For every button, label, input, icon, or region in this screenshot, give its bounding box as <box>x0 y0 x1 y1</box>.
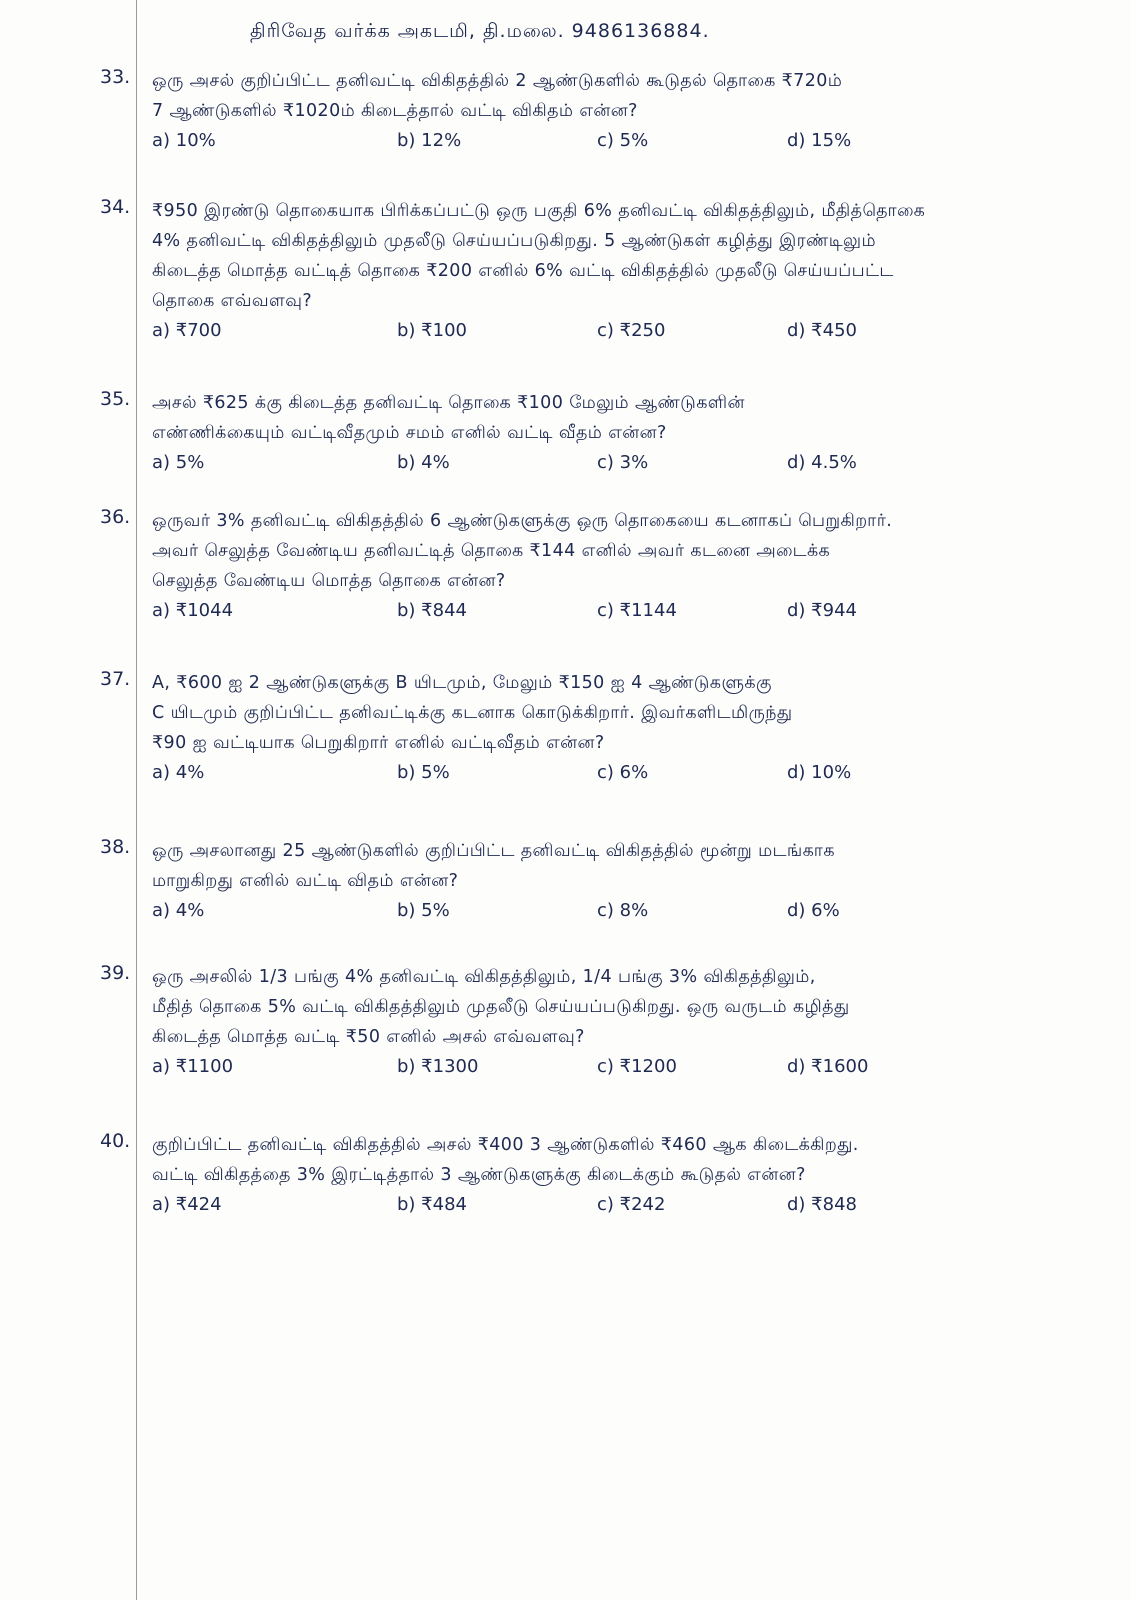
question-text-line: ஒரு அசலானது 25 ஆண்டுகளில் குறிப்பிட்ட தனிவட்டி விகிதத்தில் மூன்று மடங்காக <box>152 841 835 861</box>
option-c: c) ₹1200 <box>597 1056 677 1077</box>
option-c: c) 5% <box>597 130 649 151</box>
question-text-line: செலுத்த வேண்டிய மொத்த தொகை என்ன? <box>152 571 506 591</box>
question-body <box>152 668 1107 794</box>
option-d: d) ₹944 <box>787 600 857 621</box>
question-number: 33. <box>100 66 131 88</box>
question-text-line: A, ₹600 ஐ 2 ஆண்டுகளுக்கு B யிடமும், மேலும் ₹150 ஐ 4 ஆண்டுகளுக்கு <box>152 673 772 693</box>
option-b: b) 12% <box>397 130 462 151</box>
option-a: a) 4% <box>152 900 205 921</box>
question-text-line: ஒரு அசல் குறிப்பிட்ட தனிவட்டி விகிதத்தில் 2 ஆண்டுகளில் கூடுதல் தொகை ₹720ம் <box>152 71 843 91</box>
question-body <box>152 962 1107 1088</box>
question-text-line: குறிப்பிட்ட தனிவட்டி விகிதத்தில் அசல் ₹400 3 ஆண்டுகளில் ₹460 ஆக கிடைக்கிறது. <box>152 1135 859 1155</box>
option-c: c) ₹1144 <box>597 600 677 621</box>
option-b: b) ₹1300 <box>397 1056 479 1077</box>
option-a: a) ₹1100 <box>152 1056 234 1077</box>
option-a: a) ₹1044 <box>152 600 234 621</box>
option-d: d) ₹1600 <box>787 1056 869 1077</box>
question-text-line: ₹950 இரண்டு தொகையாக பிரிக்கப்பட்டு ஒரு பகுதி 6% தனிவட்டி விகிதத்திலும், மீதித்தொகை <box>152 201 926 221</box>
answer-options <box>152 320 1107 352</box>
margin-line <box>136 0 137 1600</box>
question-text-line: மீதித் தொகை 5% வட்டி விகிதத்திலும் முதலீடு செய்யப்படுகிறது. ஒரு வருடம் கழித்து <box>152 997 850 1017</box>
answer-options <box>152 452 1107 484</box>
question-body <box>152 66 1107 162</box>
question-text-line: 4% தனிவட்டி விகிதத்திலும் முதலீடு செய்யப்படுகிறது. 5 ஆண்டுகள் கழித்து இரண்டிலும் <box>152 231 876 251</box>
question-body <box>152 196 1107 352</box>
option-b: b) ₹844 <box>397 600 467 621</box>
question-number: 37. <box>100 668 131 690</box>
option-a: a) 5% <box>152 452 205 473</box>
option-c: c) ₹250 <box>597 320 666 341</box>
question-text-line: கிடைத்த மொத்த வட்டி ₹50 எனில் அசல் எவ்வளவு? <box>152 1027 585 1047</box>
answer-options <box>152 1194 1107 1226</box>
option-c: c) 3% <box>597 452 649 473</box>
option-d: d) 15% <box>787 130 852 151</box>
answer-options <box>152 762 1107 794</box>
question-text-line: அவர் செலுத்த வேண்டிய தனிவட்டித் தொகை ₹144 எனில் அவர் கடனை அடைக்க <box>152 541 831 561</box>
question-number: 38. <box>100 836 131 858</box>
question-text-line: ஒருவர் 3% தனிவட்டி விகிதத்தில் 6 ஆண்டுகளுக்கு ஒரு தொகையை கடனாகப் பெறுகிறார். <box>152 511 893 531</box>
option-a: a) 4% <box>152 762 205 783</box>
question-body <box>152 1130 1107 1226</box>
question-number: 34. <box>100 196 131 218</box>
question-text-line: 7 ஆண்டுகளில் ₹1020ம் கிடைத்தால் வட்டி விகிதம் என்ன? <box>152 101 638 121</box>
question-text-line: C யிடமும் குறிப்பிட்ட தனிவட்டிக்கு கடனாக கொடுக்கிறார். இவர்களிடமிருந்து <box>152 703 793 723</box>
answer-options <box>152 130 1107 162</box>
question-number: 39. <box>100 962 131 984</box>
question-text-line: ₹90 ஐ வட்டியாக பெறுகிறார் எனில் வட்டிவீதம் என்ன? <box>152 733 605 753</box>
option-b: b) 4% <box>397 452 450 473</box>
option-a: a) ₹700 <box>152 320 222 341</box>
option-c: c) 8% <box>597 900 649 921</box>
option-b: b) 5% <box>397 762 450 783</box>
question-number: 40. <box>100 1130 131 1152</box>
answer-options <box>152 600 1107 632</box>
option-b: b) ₹484 <box>397 1194 467 1215</box>
question-body <box>152 506 1107 632</box>
question-number: 36. <box>100 506 131 528</box>
option-a: a) 10% <box>152 130 216 151</box>
page-header: திரிவேத வர்க்க அகடமி, தி.மலை. 9486136884. <box>250 20 710 42</box>
option-c: c) 6% <box>597 762 649 783</box>
question-number: 35. <box>100 388 131 410</box>
answer-options <box>152 900 1107 932</box>
question-text-line: வட்டி விகிதத்தை 3% இரட்டித்தால் 3 ஆண்டுகளுக்கு கிடைக்கும் கூடுதல் என்ன? <box>152 1165 806 1185</box>
question-text-line: தொகை எவ்வளவு? <box>152 291 313 311</box>
option-d: d) 4.5% <box>787 452 857 473</box>
option-a: a) ₹424 <box>152 1194 222 1215</box>
option-b: b) 5% <box>397 900 450 921</box>
option-b: b) ₹100 <box>397 320 467 341</box>
option-d: d) 10% <box>787 762 852 783</box>
question-text-line: மாறுகிறது எனில் வட்டி விதம் என்ன? <box>152 871 459 891</box>
question-text-line: ஒரு அசலில் 1/3 பங்கு 4% தனிவட்டி விகிதத்திலும், 1/4 பங்கு 3% விகிதத்திலும், <box>152 967 816 987</box>
option-d: d) 6% <box>787 900 840 921</box>
answer-options <box>152 1056 1107 1088</box>
question-text-line: எண்ணிக்கையும் வட்டிவீதமும் சமம் எனில் வட்டி வீதம் என்ன? <box>152 423 667 443</box>
question-text-line: கிடைத்த மொத்த வட்டித் தொகை ₹200 எனில் 6% வட்டி விகிதத்தில் முதலீடு செய்யப்பட்ட <box>152 261 894 281</box>
question-body <box>152 836 1107 932</box>
question-body <box>152 388 1107 484</box>
question-text-line: அசல் ₹625 க்கு கிடைத்த தனிவட்டி தொகை ₹100 மேலும் ஆண்டுகளின் <box>152 393 745 413</box>
option-c: c) ₹242 <box>597 1194 666 1215</box>
option-d: d) ₹450 <box>787 320 857 341</box>
option-d: d) ₹848 <box>787 1194 857 1215</box>
